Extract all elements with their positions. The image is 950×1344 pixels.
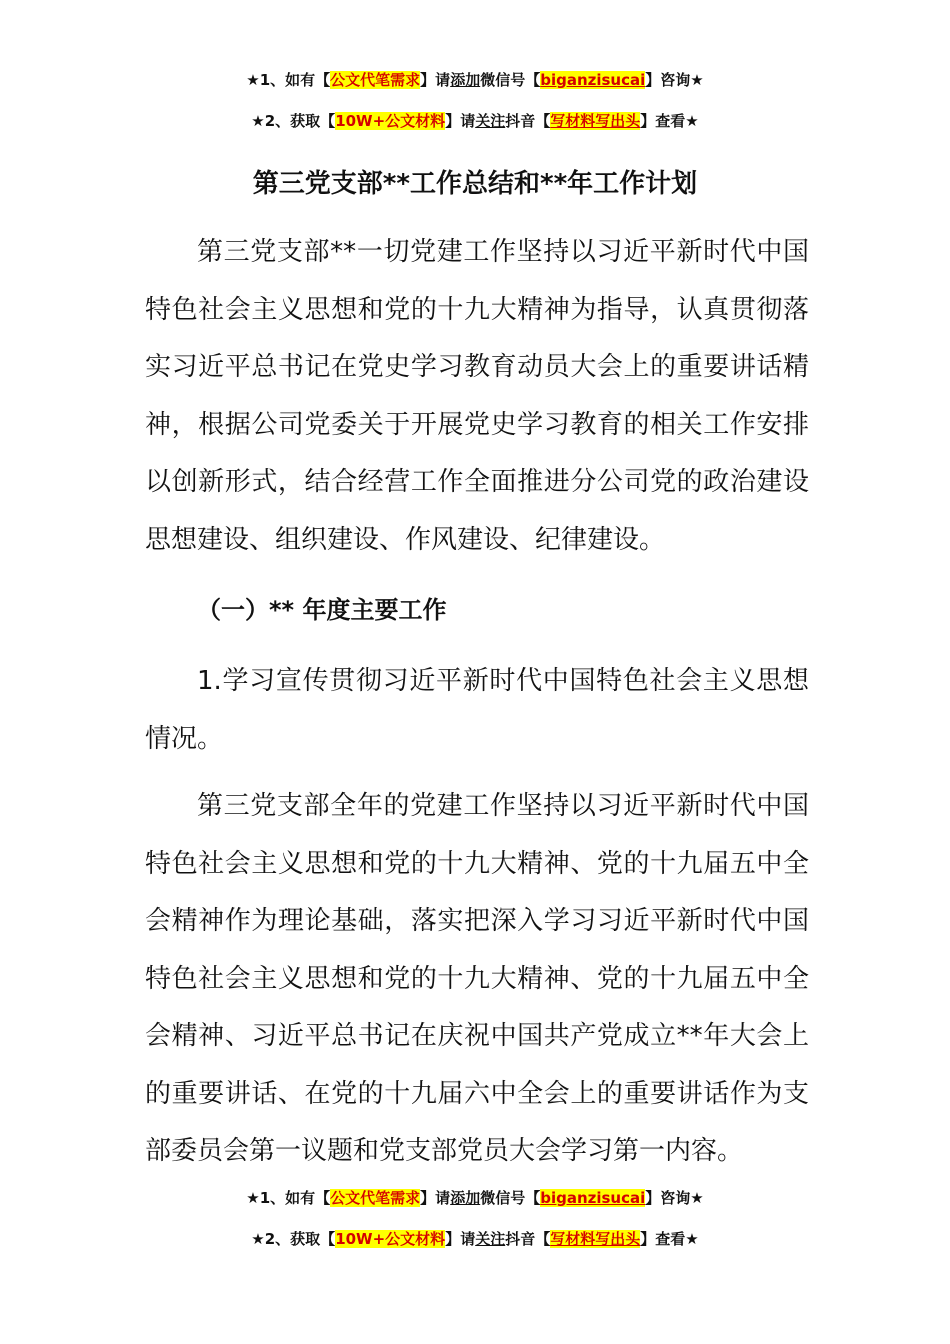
banner-text: 】请 (445, 1230, 476, 1248)
highlight-service: 公文代笔需求 (330, 71, 421, 89)
banner-text: 】查看★ (640, 1230, 699, 1248)
bottom-banner-line-1 (0, 1188, 950, 1208)
document-title: 第三党支部**工作总结和**年工作计划 (252, 169, 698, 199)
underlined-action: 添加 (450, 1189, 481, 1207)
highlight-materials: 10W+公文材料 (335, 1230, 446, 1248)
paragraph-intro: 第三党支部**一切党建工作坚持以习近平新时代中国特色社会主义思想和党的十九大精神为指导，认真贯彻落实习近平总书记在党史学习教育动员大会上的重要讲话精神，根据公司党委关于开展党史学习教育的相关工作安排以创新形式，结合经营工作全面推进分公司党的政治建设思想建设、组织建设、作风建设、纪律建设。 (145, 237, 809, 555)
paragraph-body: 第三党支部全年的党建工作坚持以习近平新时代中国特色社会主义思想和党的十九大精神、党的十九届五中全会精神作为理论基础，落实把深入学习习近平新时代中国特色社会主义思想和党的十九大精神、党的十九届五中全会精神、习近平总书记在庆祝中国共产党成立**年大会上的重要讲话、在党的十九届六中全会上的重要讲话作为支部委员会第一议题和党支部党员大会学习第一内容。 (145, 791, 809, 1166)
highlight-service: 公文代笔需求 (330, 1189, 421, 1207)
banner-text: 】查看★ (640, 112, 699, 130)
underlined-action: 添加 (450, 71, 481, 89)
banner-text: ★2、获取【 (251, 112, 336, 130)
banner-text: 】请 (420, 71, 451, 89)
highlight-materials: 10W+公文材料 (335, 112, 446, 130)
top-banner-line-2 (0, 111, 950, 131)
banner-text: 】咨询★ (645, 71, 704, 89)
item-1: 1.学习宣传贯彻习近平新时代中国特色社会主义思想情况。 (145, 666, 809, 754)
wechat-id: biganzisucai (540, 71, 646, 89)
banner-text: ★1、如有【 (246, 1189, 331, 1207)
underlined-action: 关注 (475, 1230, 506, 1248)
banner-text: 微信号【 (480, 1189, 541, 1207)
section-heading: （一）** 年度主要工作 (197, 596, 447, 624)
banner-text: ★1、如有【 (246, 71, 331, 89)
banner-text: ★2、获取【 (251, 1230, 336, 1248)
banner-text: 】请 (420, 1189, 451, 1207)
banner-text: 抖音【 (505, 1230, 551, 1248)
banner-text: 微信号【 (480, 71, 541, 89)
top-banner-line-1 (0, 70, 950, 90)
banner-text: 】咨询★ (645, 1189, 704, 1207)
banner-text: 抖音【 (505, 112, 551, 130)
douyin-account: 写材料写出头 (550, 112, 641, 130)
bottom-banner-line-2 (0, 1229, 950, 1249)
underlined-action: 关注 (475, 112, 506, 130)
douyin-account: 写材料写出头 (550, 1230, 641, 1248)
wechat-id: biganzisucai (540, 1189, 646, 1207)
banner-text: 】请 (445, 112, 476, 130)
